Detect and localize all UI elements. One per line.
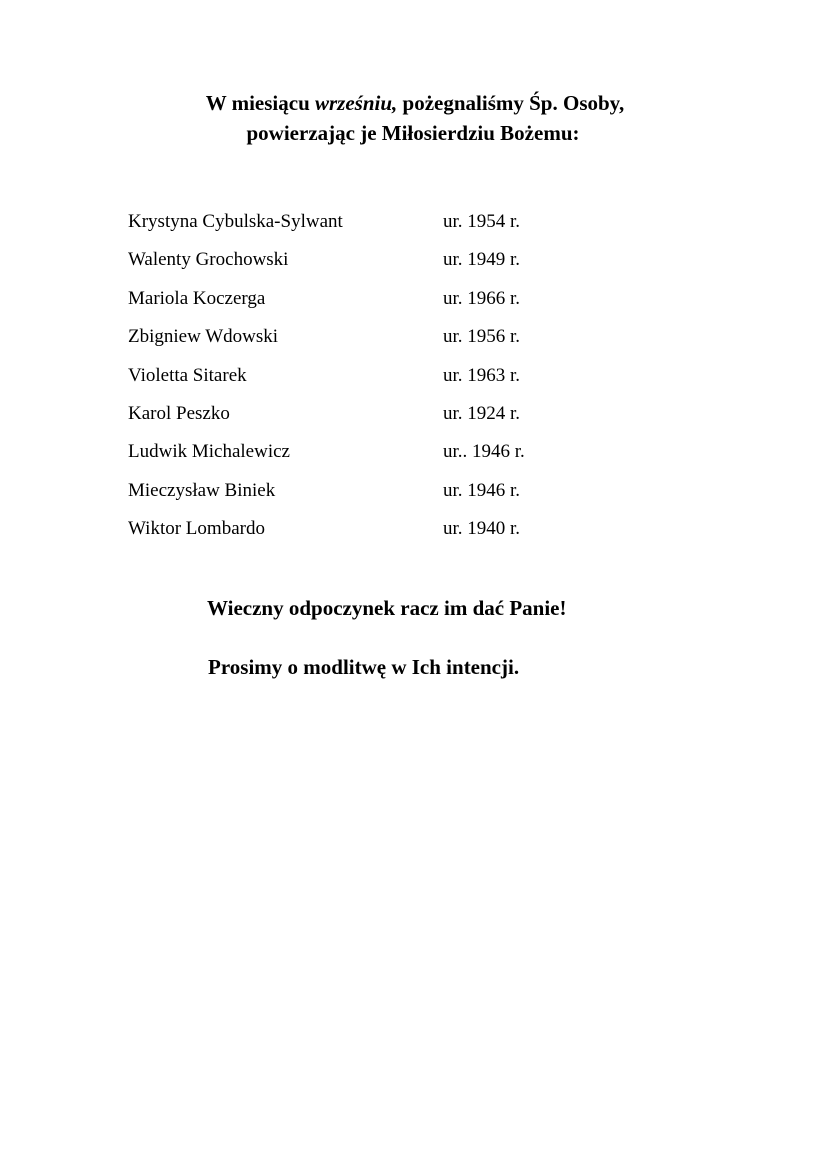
heading-suffix: pożegnaliśmy Śp. Osoby, <box>397 91 625 115</box>
list-item <box>128 322 648 360</box>
deceased-name: Wiktor Lombardo <box>128 518 265 540</box>
birth-year: ur. 1924 r. <box>443 402 521 424</box>
deceased-name: Ludwik Michalewicz <box>128 441 290 463</box>
birth-year: ur.. 1946 r. <box>443 441 525 463</box>
list-item <box>128 284 648 322</box>
list-item <box>128 207 648 245</box>
birth-year: ur. 1954 r. <box>443 211 521 232</box>
heading-line-1 <box>2 88 826 118</box>
list-item <box>128 437 648 475</box>
deceased-name: Walenty Grochowski <box>128 249 289 271</box>
birth-year: ur. 1946 r. <box>443 479 521 501</box>
birth-year: ur. 1956 r. <box>443 326 521 348</box>
heading-line-2: powierzając je Miłosierdziu Bożemu: <box>246 121 580 145</box>
prayer-request: Prosimy o modlitwę w Ich intencji. <box>208 655 520 679</box>
birth-year: ur. 1940 r. <box>443 518 521 540</box>
deceased-name: Zbigniew Wdowski <box>128 326 279 348</box>
birth-year: ur. 1963 r. <box>443 364 521 386</box>
list-item <box>128 399 648 437</box>
birth-year: ur. 1966 r. <box>443 287 521 309</box>
list-item <box>128 245 648 283</box>
deceased-name: Mieczysław Biniek <box>128 479 276 501</box>
closing-prayer: Wieczny odpoczynek racz im dać Panie! <box>207 596 567 620</box>
birth-year: ur. 1949 r. <box>443 249 521 271</box>
list-item <box>128 361 648 399</box>
list-item <box>128 476 648 514</box>
deceased-name: Mariola Koczerga <box>128 287 266 309</box>
deceased-list <box>128 207 648 553</box>
heading-prefix: W miesiącu <box>205 91 315 115</box>
deceased-name: Krystyna Cybulska-Sylwant <box>128 211 343 232</box>
deceased-name: Violetta Sitarek <box>128 364 247 386</box>
list-item <box>128 514 648 552</box>
heading-month: wrześniu, <box>315 91 398 115</box>
deceased-name: Karol Peszko <box>128 402 230 424</box>
